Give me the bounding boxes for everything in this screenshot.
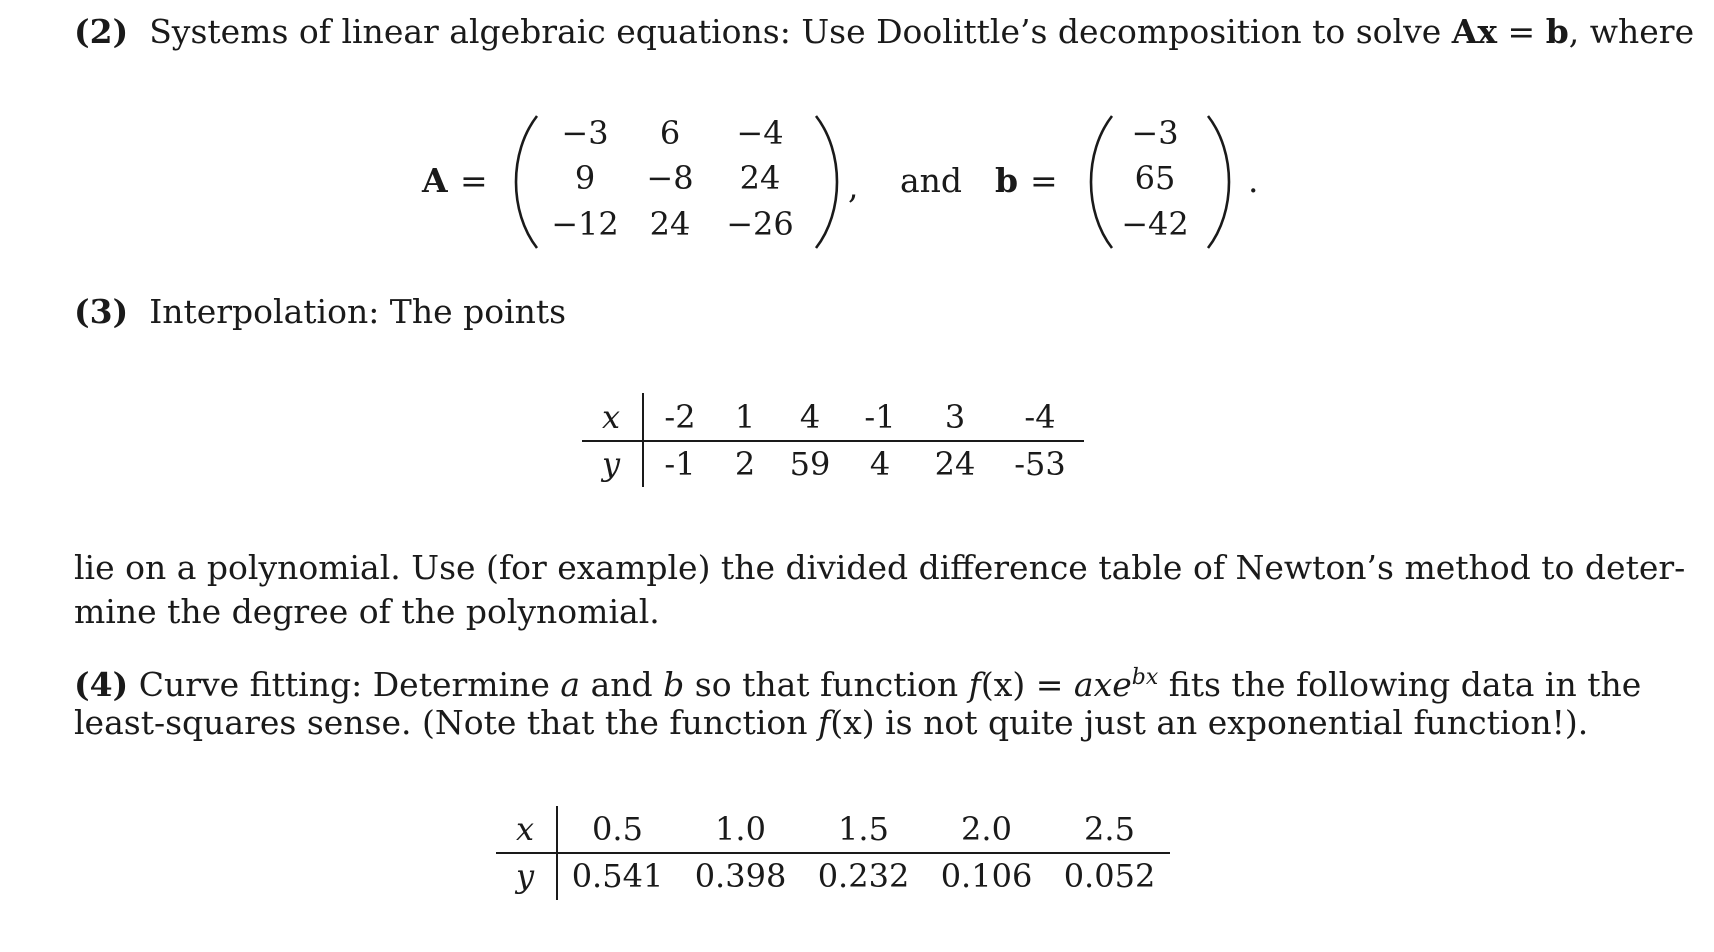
vector-b-cell: −42 (1121, 205, 1189, 243)
interp-x-cell: -2 (664, 398, 696, 436)
var-b: b (663, 665, 685, 704)
matrix-a-left-paren (505, 112, 545, 252)
fit-x-cell: 0.5 (592, 810, 643, 848)
problem-4-line2-tail: is not quite just an exponential function!). (885, 703, 1589, 742)
interp-x-cell: -4 (1024, 398, 1056, 436)
func-rhs: axe (1073, 665, 1132, 704)
vector-b-left-paren (1080, 112, 1120, 252)
vector-b-equals: = (1030, 161, 1058, 200)
problem-3-body-line-1: lie on a polynomial. Use (for example) the divided difference table of Newton’s method to deter- (74, 548, 1686, 587)
fit-x-cell: 1.5 (838, 810, 889, 848)
interp-y-cell: 59 (789, 445, 831, 483)
matrix-a-label: A (422, 161, 448, 200)
var-a: a (560, 665, 581, 704)
eq-tail: , where (1568, 12, 1695, 51)
fit-x-label: x (515, 810, 535, 848)
problem-3-text: Interpolation: The points (149, 292, 567, 331)
interp-y-cell: 24 (934, 445, 976, 483)
interp-x-cell: 1 (734, 398, 756, 436)
eq-sign: = (1507, 12, 1536, 51)
problem-4-text-so: so that function (694, 665, 959, 704)
vector-b-cell: 65 (1134, 159, 1176, 197)
and-word: and (900, 161, 963, 200)
matrix-a-cell: −8 (646, 159, 694, 197)
problem-2-text: Systems of linear algebraic equations: Use Doolittle’s decomposition to solve (149, 12, 1442, 51)
vector-b-label: b (995, 161, 1019, 200)
problem-2-number: (2) (74, 12, 129, 51)
matrix-a-cell: 9 (574, 159, 596, 197)
matrix-a-equals: = (460, 161, 488, 200)
vector-b-right-paren (1200, 112, 1240, 252)
problem-4-text-tail: fits the following data in the (1168, 665, 1642, 704)
problem-3-body-line-2: mine the degree of the polynomial. (74, 592, 660, 631)
interp-x-cell: 4 (799, 398, 821, 436)
problem-4-text-a: Curve fitting: Determine (138, 665, 550, 704)
line2-func-arg: (x) (830, 703, 875, 742)
eq-lhs: Ax (1451, 12, 1498, 51)
problem-4-number: (4) (74, 665, 129, 704)
matrix-comma: , (848, 167, 859, 206)
fit-x-cell: 2.0 (961, 810, 1012, 848)
fit-y-cell: 0.106 (940, 857, 1033, 895)
func-f: f (968, 665, 981, 704)
interp-x-cell: 3 (944, 398, 966, 436)
fit-y-cell: 0.541 (571, 857, 664, 895)
matrix-a-cell: 24 (649, 205, 691, 243)
fit-y-cell: 0.052 (1063, 857, 1156, 895)
problem-3-number: (3) (74, 292, 129, 331)
matrix-a-cell: −12 (551, 205, 619, 243)
func-eq: = (1035, 665, 1064, 704)
matrix-a-cell: −4 (736, 114, 784, 152)
vector-b-cell: −3 (1131, 114, 1179, 152)
fit-y-label: y (515, 857, 535, 895)
func-exponent: bx (1131, 665, 1159, 690)
line2-func-f: f (818, 703, 831, 742)
interp-y-cell: -1 (664, 445, 696, 483)
matrix-a-cell: 6 (659, 114, 681, 152)
interp-x-label: x (601, 398, 621, 436)
interp-y-label: y (601, 445, 621, 483)
problem-4-statement-line-1 (74, 658, 1641, 705)
matrix-a-cell: −3 (561, 114, 609, 152)
fit-x-cell: 1.0 (715, 810, 766, 848)
problem-4-line2: least-squares sense. (Note that the function (74, 703, 808, 742)
fit-x-cell: 2.5 (1084, 810, 1135, 848)
problem-2-statement (74, 12, 1694, 52)
func-arg: (x) (980, 665, 1026, 704)
vector-period: . (1248, 161, 1259, 200)
matrix-a-right-paren (808, 112, 848, 252)
eq-rhs: b (1545, 12, 1569, 51)
matrix-a-cell: −26 (726, 205, 794, 243)
fit-y-cell: 0.232 (817, 857, 910, 895)
matrix-a-cell: 24 (739, 159, 781, 197)
problem-4-statement-line-2 (74, 703, 1588, 743)
interp-y-cell: 2 (734, 445, 756, 483)
interp-y-cell: -53 (1014, 445, 1066, 483)
fit-y-cell: 0.398 (694, 857, 787, 895)
interp-horizontal-rule (582, 440, 1084, 442)
interp-y-cell: 4 (869, 445, 891, 483)
problem-4-text-and: and (590, 665, 653, 704)
fit-horizontal-rule (496, 852, 1170, 854)
interp-x-cell: -1 (864, 398, 896, 436)
problem-3-statement (74, 292, 566, 332)
